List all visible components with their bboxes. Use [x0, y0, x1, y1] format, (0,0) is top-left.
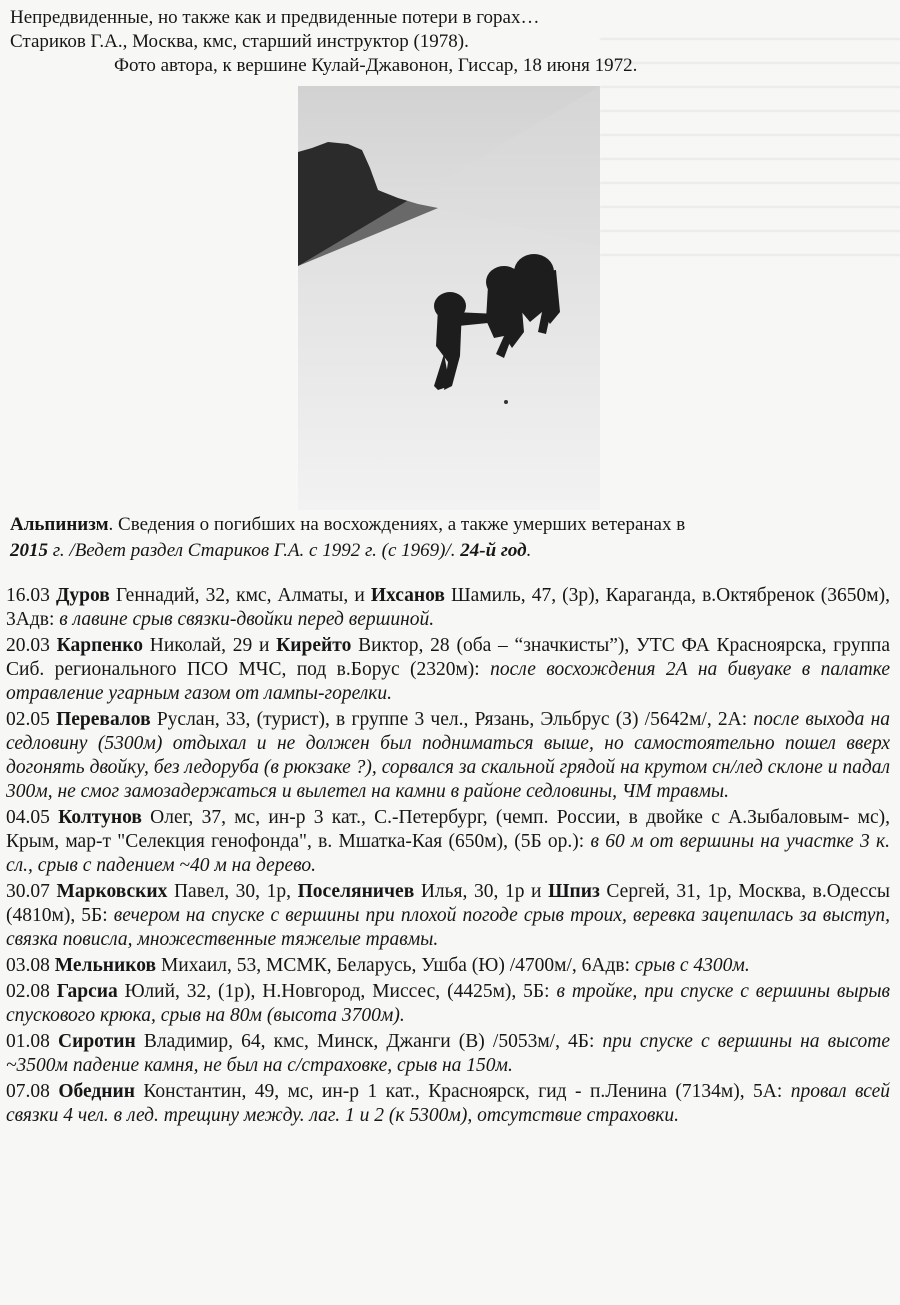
header-title: Непредвиденные, но также как и предвиденные потери в горах… [10, 7, 540, 28]
photo-caption: Фото автора, к вершине Кулай-Джавонон, Гиссар, 18 июня 1972. [114, 55, 638, 76]
entry-name: Ихсанов [370, 585, 445, 606]
section-title: Альпинизм [10, 514, 109, 535]
entry-details: Павел, 30, 1р, [167, 881, 298, 902]
entry-description: после восхождения 2А на бивуаке в палатке отравление угарным газом от лампы-горелки. [6, 659, 890, 704]
list-item [6, 584, 890, 632]
entry-details: Сергей, 31, 1р, Москва, в.Одессы (4810м), 5Б: [6, 881, 891, 926]
entry-name: Мельников [54, 955, 157, 976]
entry-details: Юлий, 32, (1р), Н.Новгород, Миссес, (4425м), 5Б: [117, 981, 557, 1002]
entry-details: Илья, 30, 1р и [414, 881, 549, 902]
entry-date: 07.08 [6, 1081, 59, 1102]
entries-list [6, 584, 890, 1130]
entry-name: Карпенко [56, 635, 143, 656]
entry-details: Шамиль, 47, (3р), Караганда, в.Октябренок (3650м), 3Адв: [6, 585, 891, 630]
entry-name: Шпиз [548, 881, 600, 902]
intro-period: . [526, 540, 532, 561]
list-item [6, 708, 890, 804]
entry-details: Руслан, 33, (турист), в группе 3 чел., Рязань, Эльбрус (З) /5642м/, 2А: [150, 709, 754, 730]
list-item [6, 954, 890, 978]
entry-name: Сиротин [58, 1031, 136, 1052]
entry-date: 02.08 [6, 981, 57, 1002]
climbers-illustration [298, 86, 600, 510]
entry-date: 02.05 [6, 709, 57, 730]
intro-text: . Сведения о погибших на восхождениях, а также умерших ветеранах в [108, 514, 686, 535]
header-author: Стариков Г.А., Москва, кмс, старший инструктор (1978). [10, 31, 469, 52]
list-item [6, 634, 890, 706]
entry-details: Владимир, 64, кмс, Минск, Джанги (В) /5053м/, 4Б: [135, 1031, 603, 1052]
entry-description: при спуске с вершины на высоте ~3500м падение камня, не был на с/страховке, срыв на 150м. [6, 1031, 891, 1076]
entry-name: Поселяничев [297, 881, 415, 902]
list-item [6, 980, 890, 1028]
entry-details: Олег, 37, мс, ин-р 3 кат., С.-Петербург, (чемп. России, в двойке с А.Зыбаловым- мс), Крым, мар-т "Селекция генофонда", в. Мшатка-Кая (650м), (5Б ор.): [6, 807, 890, 852]
list-item [6, 806, 890, 878]
entry-description: в тройке, при спуске с вершины вырыв спускового крюка, срыв на 80м (высота 3700м). [6, 981, 891, 1026]
intro-year: 2015 [10, 540, 48, 561]
entry-description: в 60 м от вершины на участке 3 к. сл., срыв с падением ~40 м на дерево. [6, 831, 890, 876]
entry-description: в лавине срыв связки-двойки перед вершиной. [59, 609, 435, 630]
entry-description: после выхода на седловину (5300м) отдыхал и не должен был подниматься выше, но самостоятельно пошел вверх догонять двойку, без ледоруба (в рюкзаке ?), сорвался за скальной грядой на крутом сн/лед склоне и падал 300м, не смог замозадержаться и вылетел на камни в районе седловины, ЧМ травмы. [6, 709, 891, 802]
entry-details: Михаил, 53, МСМК, Беларусь, Ушба (Ю) /4700м/, 6Адв: [156, 955, 635, 976]
entry-details: Константин, 49, мс, ин-р 1 кат., Красноярск, гид - п.Ленина (7134м), 5А: [134, 1081, 791, 1102]
entry-details: Виктор, 28 (оба – “значкисты”), УТС ФА Красноярска, группа Сиб. регионального ПСО МЧС, под в.Борус (2320м): [6, 635, 890, 680]
section-intro [10, 512, 890, 564]
entry-name: Обеднин [58, 1081, 135, 1102]
list-item [6, 1080, 890, 1128]
entry-description: провал всей связки 4 чел. в лед. трещину между. лаг. 1 и 2 (к 5300м), отсутствие страховки. [6, 1081, 890, 1126]
climbers [434, 254, 560, 390]
entry-date: 30.07 [6, 881, 57, 902]
ice-axe-mark [504, 400, 508, 404]
entry-date: 20.03 [6, 635, 57, 656]
list-item [6, 1030, 890, 1078]
entry-date: 03.08 [6, 955, 55, 976]
entry-name: Перевалов [56, 709, 151, 730]
header [10, 6, 637, 78]
bleed-through-text [600, 18, 900, 278]
entry-name: Дуров [55, 585, 110, 606]
intro-count: 24-й год [460, 540, 527, 561]
entry-date: 01.08 [6, 1031, 58, 1052]
entry-details: Геннадий, 32, кмс, Алматы, и [109, 585, 371, 606]
list-item [6, 880, 890, 952]
entry-date: 04.05 [6, 807, 59, 828]
mountain-photo [298, 86, 600, 510]
entry-name: Кирейто [276, 635, 352, 656]
entry-name: Колтунов [58, 807, 142, 828]
entry-name: Марковских [56, 881, 168, 902]
intro-editor: г. /Ведет раздел Стариков Г.А. с 1992 г. (с 1969)/. [48, 540, 461, 561]
entry-details: Николай, 29 и [142, 635, 277, 656]
entry-name: Гарсиа [56, 981, 118, 1002]
entry-date: 16.03 [6, 585, 56, 606]
entry-description: вечером на спуске с вершины при плохой погоде срыв троих, веревка зацепилась за выступ, связка повисла, множественные тяжелые травмы. [6, 905, 890, 950]
entry-description: срыв с 4300м. [634, 955, 750, 976]
